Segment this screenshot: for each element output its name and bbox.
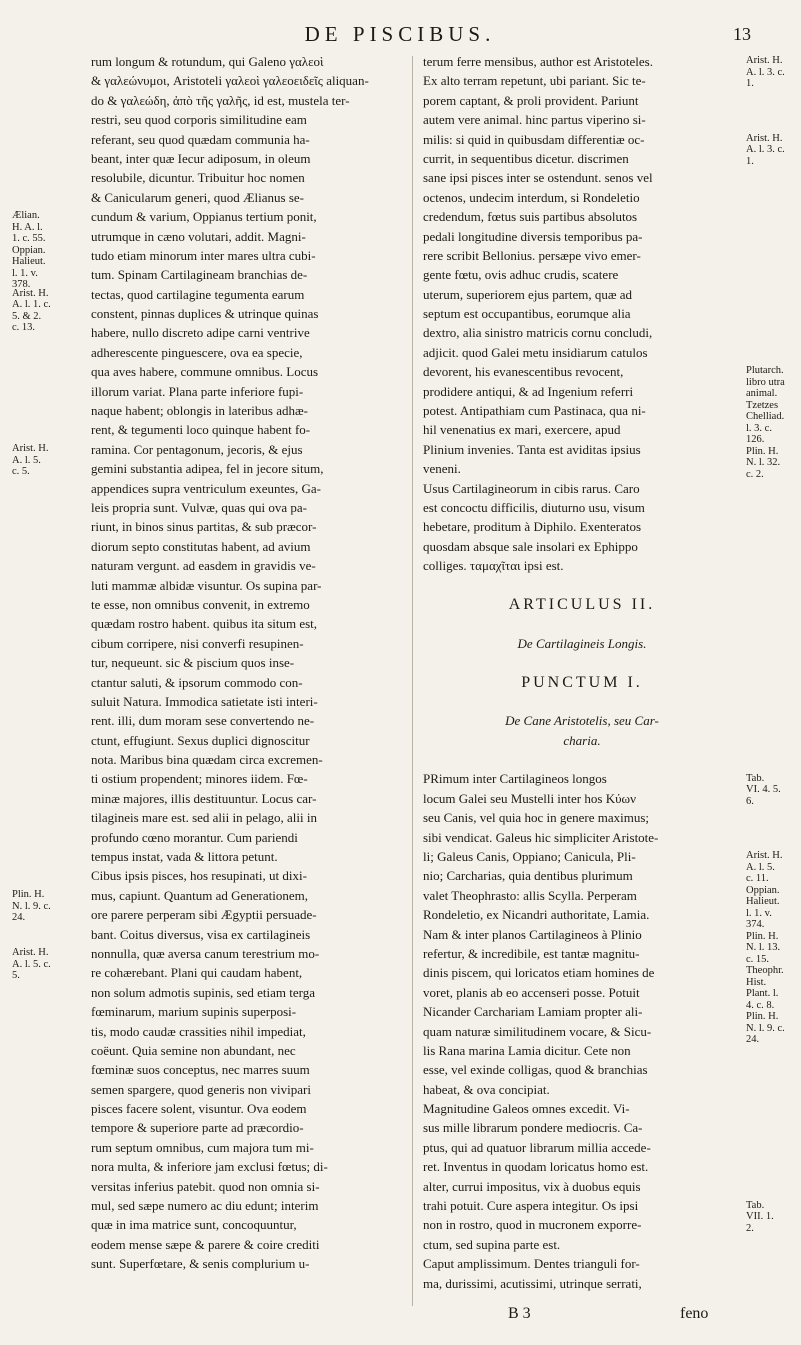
margin-note: Arist. H. A. l. 5. c. 11. Oppian. Halieut. l. 1. v. 374. Plin. H. N. l. 13. c. 15. Theophr. Hist. Plant. l. 4. c. 8. Plin. H. N. l. 9. c. 24. xyxy=(746,850,785,1046)
text-line: ptus, qui ad quatuor librarum millia accede- xyxy=(423,1139,651,1155)
text-line: rum septum omnibus, cum majora tum mi- xyxy=(91,1139,314,1155)
text-line: ti ostium propendent; minores iidem. Fœ- xyxy=(91,771,308,787)
text-line: constent, pinnas duplices & utrinque quinas xyxy=(91,306,319,322)
margin-note: Arist. H. A. l. 5. c. 5. xyxy=(12,947,51,982)
text-line: illorum variat. Plana parte inferiore fupi- xyxy=(91,383,304,399)
text-line: fœminæ suos conceptus, nec marres suum xyxy=(91,1062,310,1078)
signature-text: B 3 xyxy=(508,1305,531,1322)
column-gutter xyxy=(412,56,413,1306)
text-line: rum longum & rotundum, qui Galeno γαλεοὶ xyxy=(91,54,324,69)
text-line: Ex alto terram repetunt, ubi pariant. Sic te- xyxy=(423,73,646,89)
text-line: devorent, his evanescentibus revocent, xyxy=(423,364,624,380)
text-line: lis Rana marina Lamia dicitur. Cete non xyxy=(423,1042,631,1058)
text-line: riunt, in binos sinus partitas, & sub præcor- xyxy=(91,519,317,535)
text-line: ore parere perperam sibi Ægyptii persuade- xyxy=(91,907,317,923)
text-line: octenos, undecim interdum, si Rondeletio xyxy=(423,189,640,205)
text-line: tilagineis mare est. sed alii in pelago, alii in xyxy=(91,810,317,826)
text-line: non solum admotis supinis, sed etiam terga xyxy=(91,984,315,1000)
margin-note: Ælian. H. A. l. 1. c. 55. Oppian. Halieut. l. 1. v. 378. xyxy=(12,210,46,291)
text-line: tempus instat, vada & littora petunt. xyxy=(91,849,278,865)
text-line: Rondeletio, ex Nicandri authoritate, Lamia. xyxy=(423,907,650,923)
text-line: dinis piscem, qui loricatos etiam homines de xyxy=(423,965,655,981)
text-line: habeat, & ova concipiat. xyxy=(423,1081,550,1097)
text-line: gente fœtu, ovis adhuc crudis, scatere xyxy=(423,267,619,283)
text-line: diorum septo constitutas habent, ad avium xyxy=(91,538,311,554)
text-line xyxy=(423,750,741,769)
text-line: te esse, non omnibus convenit, in extremo xyxy=(91,596,310,612)
text-line: & Canicularum generi, quod Ælianus se- xyxy=(91,189,305,205)
section-subtitle: De Cartilagineis Longis. xyxy=(517,635,647,651)
text-line: suluit Natura. Immodica satietate isti interi- xyxy=(91,693,318,709)
text-line: voret, planis ab eo accenseri posse. Potuit xyxy=(423,984,640,1000)
text-line: adjicit. quod Galei metu insidiarum catulos xyxy=(423,344,648,360)
text-line: refertur, & incredibile, est tantæ magnitu- xyxy=(423,945,640,961)
text-line: habere, nullo discreto adipe carni ventrive xyxy=(91,325,310,341)
text-line: alter, currui impositus, vix à duobus equis xyxy=(423,1178,641,1194)
text-line: quædam rostro habent. quibus ita situm est, xyxy=(91,616,318,632)
text-line: porem captant, & proli provident. Pariunt xyxy=(423,92,639,108)
text-line: restri, seu quod corporis similitudine eam xyxy=(91,112,307,128)
text-line: ret. Inventus in quodam loricatus homo est. xyxy=(423,1159,649,1175)
text-line: est concoctu difficilis, diuturno usu, visum xyxy=(423,499,645,515)
text-line: veneni. xyxy=(423,461,461,477)
text-line: sibi vendicat. Galeus hic simpliciter Aristote- xyxy=(423,829,659,845)
text-line: tis, modo caudæ crassities nihil impediat, xyxy=(91,1023,306,1039)
text-line: eodem mense sæpe & parere & coire crediti xyxy=(91,1236,320,1252)
text-line: potest. Antipathiam cum Pastinaca, qua ni- xyxy=(423,403,646,419)
text-line: utrumque in cæno volutari, addit. Magni- xyxy=(91,228,306,244)
margin-note: Plin. H. N. l. 9. c. 24. xyxy=(12,889,51,924)
left-text-column xyxy=(91,52,411,1274)
section-subtitle: De Cane Aristotelis, seu Car- xyxy=(505,713,659,729)
text-line: nonnulla, quæ aversa canum terestrium mo- xyxy=(91,945,320,961)
text-line: credendum, fœtus suis partibus absolutos xyxy=(423,209,638,225)
text-line: ctantur saluti, & ipsorum commodo con- xyxy=(91,674,303,690)
text-line: Plinium invenies. Tanta est aviditas ipsius xyxy=(423,441,641,457)
text-line: tempore & superiore parte ad præcordio- xyxy=(91,1120,304,1136)
text-line: mul, sed sæpe numero ac diu edunt; interim xyxy=(91,1198,319,1214)
section-subtitle: charia. xyxy=(563,732,601,748)
text-line xyxy=(423,576,741,595)
text-line: tudo etiam minorum inter mares ultra cubi- xyxy=(91,247,316,263)
text-line: nio; Carcharias, quia dentibus plurimum xyxy=(423,868,633,884)
text-line xyxy=(423,692,741,711)
text-line: cibum corripere, nisi converfi resupinen- xyxy=(91,635,304,651)
margin-note: Arist. H. A. l. 3. c. 1. xyxy=(746,132,785,167)
text-line: quosdam absque sale insolari ex Ephippo xyxy=(423,538,638,554)
text-line: & γαλεώνυμοι, Aristoteli γαλεοὶ γαλεοειδεῖς aliquan- xyxy=(91,73,369,89)
text-line: adherescente pinguescere, ova ea specie, xyxy=(91,344,303,360)
text-line: colliges. ταμαχῖται ipsi est. xyxy=(423,558,564,574)
text-line: cundum & varium, Oppianus tertium ponit, xyxy=(91,209,317,225)
text-line: rere scribit Bellonius. persæpe vivo emer- xyxy=(423,247,641,263)
text-line: Caput amplissimum. Dentes trianguli for- xyxy=(423,1256,640,1272)
text-line: hil venenatius ex mari, exercere, apud xyxy=(423,422,621,438)
text-line: ctunt, effugiunt. Sexus duplici dignoscitur xyxy=(91,732,310,748)
running-title: DE PISCIBUS. xyxy=(304,22,496,46)
text-line: nota. Maribus bina quædam circa excremen- xyxy=(91,752,323,768)
text-line: milis: si quid in quibusdam differentiæ oc- xyxy=(423,131,645,147)
text-line: minæ majores, illis destituuntur. Locus car- xyxy=(91,790,317,806)
margin-note: Tab. VII. 1. 2. xyxy=(746,1199,774,1234)
text-line: sane ipsi pisces inter se ostendunt. senos vel xyxy=(423,170,653,186)
text-line: coëunt. Quia semine non abundant, nec xyxy=(91,1042,296,1058)
text-line: uterum, superiorem ejus partem, quæ ad xyxy=(423,286,633,302)
text-line: appendices supra ventriculum exeuntes, Ga- xyxy=(91,480,321,496)
text-line: do & γαλεώδη, ἀπὸ τῆς γαλῆς, id est, mustela ter- xyxy=(91,92,350,108)
text-line: pedali longitudine diversis temporibus pa- xyxy=(423,228,643,244)
text-line: pisces facere solent, visuntur. Ova eodem xyxy=(91,1101,307,1117)
section-heading: ARTICULUS II. xyxy=(508,595,656,613)
text-line: semen spargere, quod generis non vivipari xyxy=(91,1081,311,1097)
text-line: re cohærebant. Plani qui caudam habent, xyxy=(91,965,303,981)
text-line: referant, seu quod quædam communia ha- xyxy=(91,131,310,147)
text-line: esse, vel exinde colligas, quod & branchias xyxy=(423,1062,648,1078)
text-line: ma, durissimi, acutissimi, utrinque serrati, xyxy=(423,1275,642,1291)
text-line xyxy=(423,653,741,672)
text-line: leis propria sunt. Vulvæ, quas qui ova pa- xyxy=(91,499,307,515)
margin-note: Arist. H. A. l. 1. c. 5. & 2. c. 13. xyxy=(12,287,51,334)
catchword: feno xyxy=(680,1305,709,1322)
text-line: dextro, alia sinistro matricis cornu concludi, xyxy=(423,325,653,341)
text-line: versitas inferius patebit. quod non omnia si- xyxy=(91,1178,320,1194)
text-line: terum ferre mensibus, author est Aristoteles. xyxy=(423,54,653,69)
text-line: resolubile, dicuntur. Tribuitur hoc nomen xyxy=(91,170,305,186)
right-text-column xyxy=(423,52,741,1293)
text-line: luti mammæ albidæ visuntur. Os supina par- xyxy=(91,577,322,593)
text-line: valet Theophrasto: allis Scylla. Perperam xyxy=(423,887,637,903)
text-line xyxy=(423,614,741,633)
text-line: rent. illi, dum moram sese convertendo ne- xyxy=(91,713,315,729)
text-line: sus mille librarum pondere mediocris. Ca- xyxy=(423,1120,643,1136)
text-line: ctum, sed supina parte est. xyxy=(423,1236,561,1252)
text-line: sunt. Superfœtare, & senis complurium u- xyxy=(91,1256,310,1272)
text-line: bant. Coitus diversus, visa ex cartilagineis xyxy=(91,926,311,942)
text-line: tum. Spinam Cartilagineam branchias de- xyxy=(91,267,308,283)
text-line: PRimum inter Cartilagineos longos xyxy=(423,771,607,787)
margin-note: Arist. H. A. l. 5. c. 5. xyxy=(12,443,49,477)
text-line: prodidere antiqui, & ad Ingenium referri xyxy=(423,383,634,399)
text-line: rent, & tegumenti loco quinque habent fo- xyxy=(91,422,311,438)
text-line: naturam vergunt. ad easdem in gravidis ve- xyxy=(91,558,316,574)
margin-note: Tab. VI. 4. 5. 6. xyxy=(746,772,781,807)
section-heading: PUNCTUM I. xyxy=(521,673,643,691)
text-line: Nam & inter planos Cartilagineos à Plinio xyxy=(423,926,642,942)
text-line: Magnitudine Galeos omnes excedit. Vi- xyxy=(423,1101,630,1117)
text-line: ramina. Cor pentagonum, jecoris, & ejus xyxy=(91,441,303,457)
text-line: autem vere animal. hinc partus viperino si- xyxy=(423,112,646,128)
text-line: nora multa, & inferiore jam exclusi fœtus; di- xyxy=(91,1159,328,1175)
text-line: fœminarum, marium supinis superposi- xyxy=(91,1004,297,1020)
text-line: locum Galei seu Mustelli inter hos Κύων xyxy=(423,790,636,806)
text-line: mus, capiunt. Quantum ad Generationem, xyxy=(91,887,308,903)
text-line: tectas, quod cartilagine tegumenta earum xyxy=(91,286,305,302)
margin-note: Arist. H. A. l. 3. c. 1. xyxy=(746,55,785,89)
running-head xyxy=(0,22,801,52)
text-line: quam naturæ similitudinem vocare, & Sicu- xyxy=(423,1023,652,1039)
text-line: hebetare, proditum à Diphilo. Exenteratos xyxy=(423,519,642,535)
text-line: beant, inter quæ Iecur adiposum, in oleum xyxy=(91,150,311,166)
text-line: naque habent; oblongis in lateribus adhæ- xyxy=(91,403,308,419)
text-line: qua aves habere, commune omnibus. Locus xyxy=(91,364,319,380)
margin-note: Plutarch. libro utra animal. Tzetzes Chelliad. l. 3. c. 126. Plin. H. N. l. 32. c. 2. xyxy=(746,365,785,480)
text-line: seu Canis, vel quia hoc in genere maximus; xyxy=(423,810,650,826)
text-line: li; Galeus Canis, Oppiano; Canicula, Pli- xyxy=(423,849,636,865)
text-line: septum est occupantibus, eorumque alia xyxy=(423,306,631,322)
text-line: gemini substantia adipea, fel in jecore situm, xyxy=(91,461,324,477)
text-line: non in rostro, quod in mucronem exporre- xyxy=(423,1217,642,1233)
text-line: Usus Cartilagineorum in cibis rarus. Caro xyxy=(423,480,640,496)
signature-mark xyxy=(508,1305,709,1323)
text-line: quæ in ima matrice sunt, concoquuntur, xyxy=(91,1217,297,1233)
text-line: trahi potuit. Cure aspera integitur. Os ipsi xyxy=(423,1198,639,1214)
text-line: Cibus ipsis pisces, hos resupinati, ut dixi- xyxy=(91,868,307,884)
text-line: currit, in sequentibus dicetur. discrimen xyxy=(423,150,629,166)
text-line: profundo cœno morantur. Cum pariendi xyxy=(91,829,298,845)
text-line: tur, nequeunt. sic & piscium quos inse- xyxy=(91,655,295,671)
page-number: 13 xyxy=(733,24,751,44)
text-line: Nicander Carchariam Lamiam propter ali- xyxy=(423,1004,643,1020)
